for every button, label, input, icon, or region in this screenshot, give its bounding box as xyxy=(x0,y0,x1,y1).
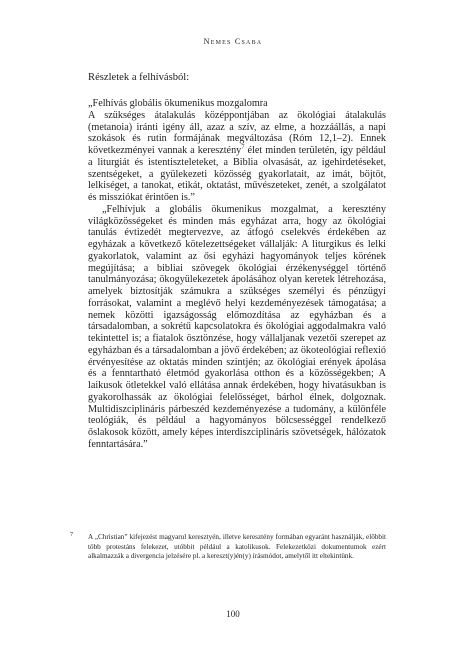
footnote-number: 7 xyxy=(70,531,74,538)
section-intro: Részletek a felhívásból: xyxy=(88,72,190,83)
quote-paragraph-1-text-cont: élet minden területén, így például a liturgiát és istentiszteleteket, a Biblia olvasását, az igehirdetéseket, szentségeket, a gyülekezeti közösség gyakorlatait, az imát, böjtöt, lelkiséget, a tanokat, etikát, oktatást, művészeteket, zenét, a szolgálatot és missziókat érintően is.” xyxy=(88,145,386,203)
footnote-text: A „Christian” kifejezést magyarul keresztyén, illetve keresztény formában egyaránt használják, előbbit több protestáns felekezet, utóbbit például a katolikusok. Felekezetközi dokumentumok ezért alkalmazzák a divergencia jelzésére pl. a kereszt(y)én(y) írásmódot, amelytől itt eltekintünk. xyxy=(88,533,386,561)
footnote-reference[interactable]: 7 xyxy=(241,143,245,151)
quoted-appeal xyxy=(88,98,386,451)
page-number: 100 xyxy=(226,609,240,619)
quote-paragraph-1 xyxy=(88,110,386,204)
running-head: Nemes Csaba xyxy=(203,37,263,46)
quote-paragraph-1-text: A szükséges átalakulás középpontjában az ökológiai átalakulás (metanoia) iránti igény áll, azaz a szív, az elme, a hozzáállás, a napi szokások és rutin formájának megváltozása (Róm 12,1–2). Ennek következményei vannak a keresztény xyxy=(88,109,386,156)
quote-title: „Felhívás globális ökumenikus mozgalomra xyxy=(88,98,268,109)
quote-paragraph-2: „Felhívjuk a globális ökumenikus mozgalmat, a keresztény világközösségeket és minden más egyházat arra, hogy az ökológiai tanulás évtizedét megtervezve, az átfogó cselekvés érdekében az egyházak a következő kötelezettségeket vállalják: A liturgikus és lelki gyakorlatok, valamint az ősi egyházi hagyományok teljes körének megújítása; a bibliai szövegek ökológiai érzékenységgel történő tanulmányozása; ökogyülekezetek ápolásához olyan keretek létrehozása, amelyek biztosítják számukra a szükséges személyi és pénzügyi forrásokat, valamint a meglévő helyi kezdeményezések támogatása; a nemek közötti igazságosság előmozdítása az egyházban és a társadalomban, a sokrétű kapcsolatokra és ökológiai aggodalmakra való tekintettel is; a fiatalok ösztönzése, hogy vállaljanak vezetői szerepet az egyházban és a társadalomban a jövő érdekében; az ökoteológiai reflexió érvényesítése az oktatás minden szintjén; az ökológiai erények ápolása és a fenntartható életmód gyakorlása otthon és a közösségekben; A laikusok ötletekkel való ellátása annak érdekében, hogy hivatásukban is gyakorolhassák az ökológiai felelősséget, bárhol élnek, dolgoznak. Multidiszciplináris párbeszéd kezdeményezése a tudomány, a különféle teológiák, és például a hagyományos bölcsességgel rendelkező őslakosok között, amely képes interdiszciplináris szövetségek, hálózatok fenntartására.” xyxy=(88,203,386,450)
